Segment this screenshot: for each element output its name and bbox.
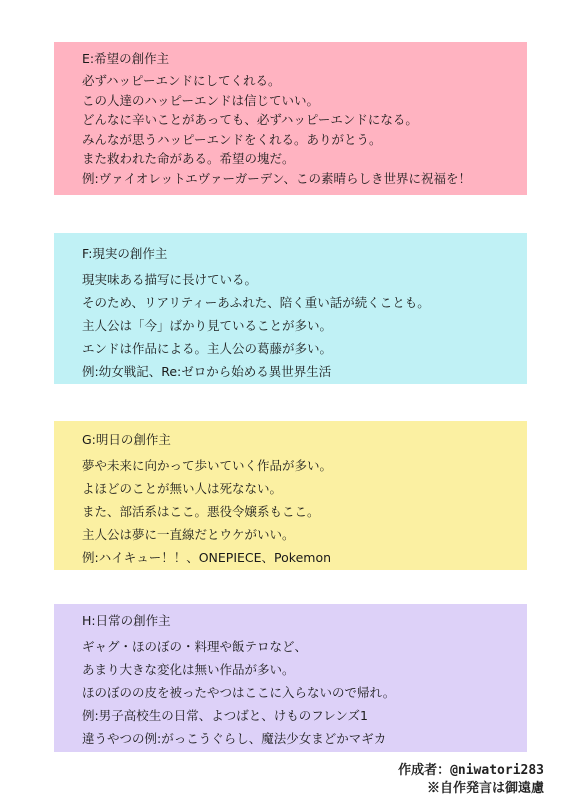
card-reality [54,233,527,384]
card-line: よほどのことが無い人は死なない。 [82,481,283,496]
card-line: どんなに辛いことがあっても、必ずハッピーエンドになる。 [82,112,418,127]
card-line: 夢や未来に向かって歩いていく作品が多い。 [82,458,333,473]
card-tomorrow [54,421,527,570]
card-everyday [54,604,527,752]
card-line: ギャグ・ほのぼの・料理や飯テロなど、 [82,639,308,654]
card-line: みんなが思うハッピーエンドをくれる。ありがとう。 [82,131,382,147]
card-line: この人達のハッピーエンドは信じていい。 [82,92,320,108]
card-line: エンドは作品による。主人公の葛藤が多い。 [82,341,333,356]
usage-note: ※自作発言は御遠慮 [426,781,544,796]
card-line: 必ずハッピーエンドにしてくれる。 [82,73,281,88]
card-line: 例:ハイキュー！！、ONEPIECE、Pokemon [82,550,332,565]
card-line: 主人公は夢に一直線だとウケがいい。 [82,527,295,542]
card-line: あまり大きな変化は無い作品が多い。 [82,662,295,677]
card-line: 例:ヴァイオレットエヴァーガーデン、この素晴らしき世界に祝福を！ [82,170,471,186]
card-line: ほのぼのの皮を被ったやつはここに入らないので帰れ。 [82,685,396,700]
card-line: 主人公は「今」ばかり見ていることが多い。 [82,318,333,333]
credit-footer [398,762,544,798]
card-line: 現実味ある描写に長けている。 [82,272,258,287]
card-line: 違うやつの例:がっこうぐらし、魔法少女まどかマギカ [82,731,387,746]
card-title: F:現実の創作主 [82,246,168,261]
card-title: E:希望の創作主 [82,51,170,66]
card-line: 例:男子高校生の日常、よつばと、けものフレンズ1 [82,708,368,723]
card-line: また、部活系はここ。悪役令嬢系もここ。 [82,504,320,519]
card-title: G:明日の創作主 [82,432,171,447]
card-line: そのため、リアリティーあふれた、陪く重い話が続くことも。 [82,295,430,310]
card-title: H:日常の創作主 [82,613,171,628]
card-line: また救われた命がある。希望の塊だ。 [82,151,295,166]
card-hope [54,42,527,195]
author-credit: 作成者：@niwatori283 [398,763,544,778]
card-line: 例:幼女戦記、Re:ゼロから始める異世界生活 [82,364,332,379]
